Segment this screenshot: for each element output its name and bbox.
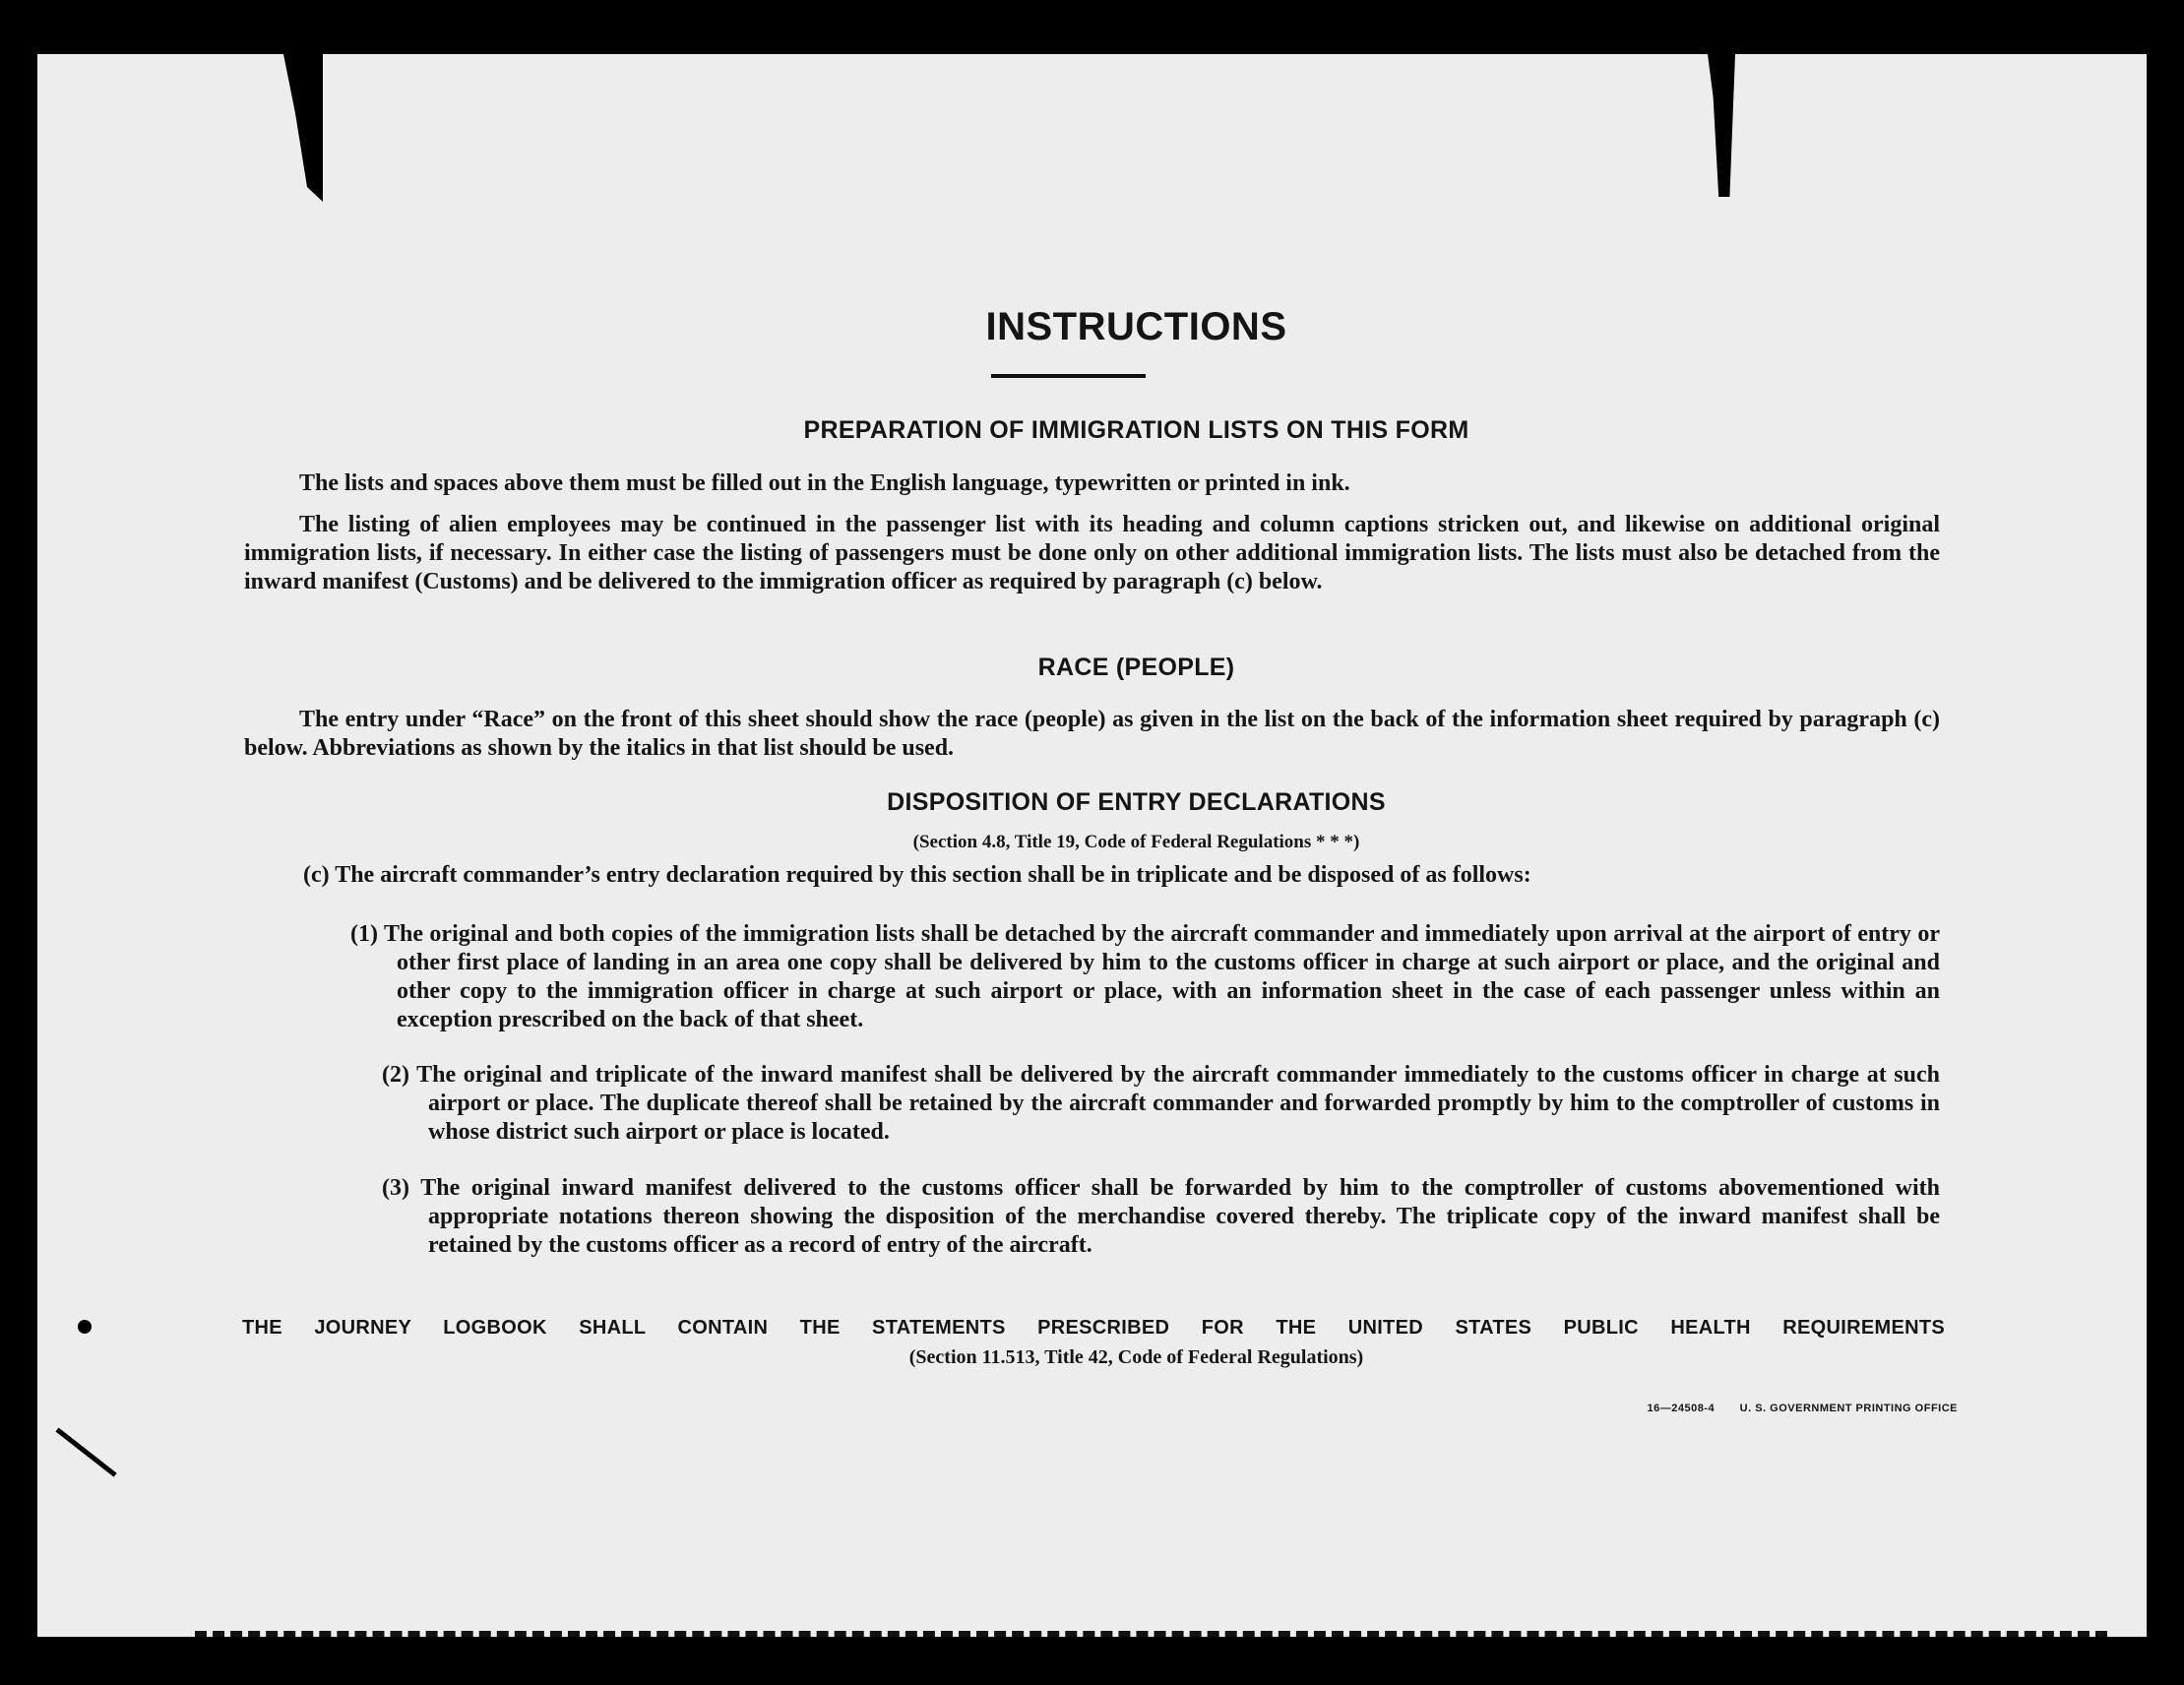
instructions-content <box>37 54 2147 1637</box>
section-heading-disposition: DISPOSITION OF ENTRY DECLARATIONS <box>887 788 1386 816</box>
paragraph-entry-declaration: (c) The aircraft commander’s entry declaration required by this section shall be in triplicate and be disposed of as follows: <box>303 862 1531 888</box>
public-health-citation: (Section 11.513, Title 42, Code of Federal Regulations) <box>908 1346 1364 1368</box>
page-title: INSTRUCTIONS <box>985 305 1287 348</box>
list-item-3: (3) The original inward manifest delivered to the customs officer shall be forwarded by him to the comptroller of customs abovementioned with appropriate notations thereon showing the disposition of the merchandise covered thereby. The triplicate copy of the inward manifest shall be retained by the customs officer as a record of entry of the aircraft. <box>382 1175 1940 1258</box>
section-citation: (Section 4.8, Title 19, Code of Federal Regulations * * *) <box>912 832 1360 852</box>
title-underline <box>991 374 1146 378</box>
form-number: 16—24508-4 <box>1647 1403 1716 1414</box>
list-item-2: (2) The original and triplicate of the inward manifest shall be delivered by the aircraft commander immediately to the customs officer in charge at such airport or place. The duplicate thereof shall be retained by the aircraft commander and forwarded promptly by him to the comptroller of customs in whose district such airport or place is located. <box>382 1062 1940 1145</box>
public-health-statement: THE JOURNEY LOGBOOK SHALL CONTAIN THE STATEMENTS PRESCRIBED FOR THE UNITED STATES PUBLIC HEALTH REQUIREMENTS <box>242 1317 1945 1339</box>
printer-name: U. S. GOVERNMENT PRINTING OFFICE <box>1739 1403 1958 1414</box>
list-item-1: (1) The original and both copies of the immigration lists shall be detached by the aircraft commander and immediately upon arrival at the airport of entry or other first place of landing in an area one copy shall be delivered by him to the customs officer in charge at such airport or place, and the original and other copy to the immigration officer in charge at such airport or place, with an information sheet in the case of each passenger unless within an exception prescribed on the back of that sheet. <box>350 921 1940 1032</box>
paragraph-alien-employees: The listing of alien employees may be continued in the passenger list with its heading and column captions stricken out, and likewise on additional original immigration lists, if necessary. In either case the listing of passengers must be done only on other additional immigration lists. The lists must also be detached from the inward manifest (Customs) and be delivered to the immigration officer as required by paragraph (c) below. <box>244 512 1940 594</box>
printer-imprint <box>1647 1403 1958 1414</box>
scanned-page <box>37 54 2147 1637</box>
paragraph-language-requirement: The lists and spaces above them must be filled out in the English language, typewritten or printed in ink. <box>299 470 1350 496</box>
paragraph-race-entry: The entry under “Race” on the front of this sheet should show the race (people) as given in the list on the back of the information sheet required by paragraph (c) below. Abbreviations as shown by the italics in that list should be used. <box>244 707 1940 761</box>
section-heading-preparation: PREPARATION OF IMMIGRATION LISTS ON THIS FORM <box>803 416 1469 444</box>
section-heading-race: RACE (PEOPLE) <box>1037 654 1235 681</box>
